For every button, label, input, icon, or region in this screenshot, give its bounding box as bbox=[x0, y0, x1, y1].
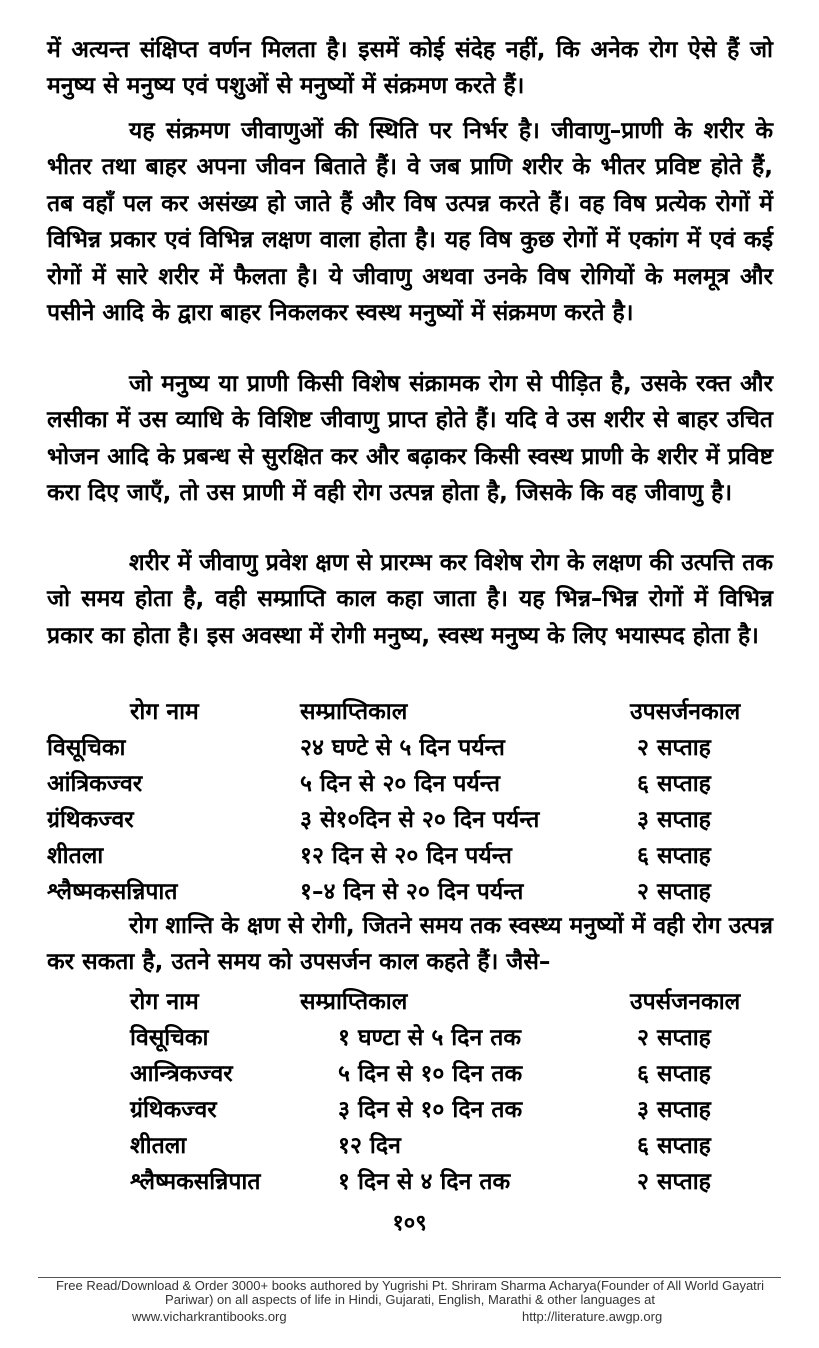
infectious-period: ६ सप्ताह bbox=[637, 771, 711, 797]
table-row bbox=[0, 730, 819, 766]
infectious-period: ३ सप्ताह bbox=[637, 1097, 711, 1123]
column-header: रोग नाम bbox=[130, 699, 199, 725]
infectious-period: २ सप्ताह bbox=[637, 1025, 711, 1051]
table-row bbox=[0, 1020, 819, 1056]
disease-name: शीतला bbox=[47, 843, 104, 869]
disease-name: श्लैष्मकसन्निपात bbox=[47, 879, 178, 905]
footer-text: Free Read/Download & Order 3000+ books authored by Yugrishi Pt. Shriram Sharma Acharya(Founder of All World Gayatri Pariwar) on all aspects of life in Hindi, Gujarati, English, Marathi & other languages at bbox=[55, 1278, 765, 1307]
incubation-period: १–४ दिन से २० दिन पर्यन्त bbox=[300, 879, 524, 905]
disease-name: ग्रंथिकज्वर bbox=[130, 1097, 217, 1123]
incubation-period: ३ से१०दिन से २० दिन पर्यन्त bbox=[300, 807, 540, 833]
table-row bbox=[0, 874, 819, 910]
disease-name: विसूचिका bbox=[47, 735, 126, 761]
page-number: १०९ bbox=[392, 1211, 427, 1236]
incubation-period: १ घण्टा से ५ दिन तक bbox=[338, 1025, 522, 1051]
infectious-period: ६ सप्ताह bbox=[637, 1133, 711, 1159]
column-header: सम्प्राप्तिकाल bbox=[300, 699, 408, 725]
paragraph-5: रोग शान्ति के क्षण से रोगी, जितने समय तक स्वस्थ्य मनुष्यों में वही रोग उत्पन्न कर सकता है, उतने समय को उपसर्जन काल कहते हैं। जैसे– bbox=[47, 913, 773, 976]
table-row bbox=[0, 838, 819, 874]
disease-name: आंत्रिकज्वर bbox=[47, 771, 143, 797]
incubation-period: २४ घण्टे से ५ दिन पर्यन्त bbox=[300, 735, 505, 761]
disease-name: विसूचिका bbox=[130, 1025, 209, 1051]
paragraph-3: जो मनुष्य या प्राणी किसी विशेष संक्रामक रोग से पीड़ित है, उसके रक्त और लसीका में उस व्याधि के विशिष्ट जीवाणु प्राप्त होते हैं। यदि वे उस शरीर से बाहर उचित भोजन आदि के प्रबन्ध से सुरक्षित कर और बढ़ाकर किसी स्वस्थ प्राणी के शरीर में प्रविष्ट करा दिए जाएँ, तो उस प्राणी में वही रोग उत्पन्न होता है, जिसके कि वह जीवाणु है। bbox=[47, 371, 773, 507]
disease-name: आन्त्रिकज्वर bbox=[130, 1061, 233, 1087]
paragraph-1: में अत्यन्त संक्षिप्त वर्णन मिलता है। इसमें कोई संदेह नहीं, कि अनेक रोग ऐसे हैं जो मनुष्य से मनुष्य एवं पशुओं से मनुष्यों में संक्रमण करते हैं। bbox=[47, 37, 773, 100]
infectious-period: २ सप्ताह bbox=[637, 1169, 711, 1195]
table-row bbox=[0, 1092, 819, 1128]
table-row bbox=[0, 766, 819, 802]
table-row bbox=[0, 1056, 819, 1092]
paragraph-4: शरीर में जीवाणु प्रवेश क्षण से प्रारम्भ कर विशेष रोग के लक्षण की उत्पत्ति तक जो समय होता है, वही सम्प्राप्ति काल कहा जाता है। यह भिन्न–भिन्न रोगों में विभिन्न प्रकार का होता है। इस अवस्था में रोगी मनुष्य, स्वस्थ मनुष्य के लिए भयास्पद होता है। bbox=[47, 550, 773, 649]
disease-name: शीतला bbox=[130, 1133, 187, 1159]
footer-link-vicharkranti[interactable]: www.vicharkrantibooks.org bbox=[132, 1309, 287, 1324]
infectious-period: ६ सप्ताह bbox=[637, 1061, 711, 1087]
incubation-period: १२ दिन bbox=[338, 1133, 401, 1159]
disease-name: ग्रंथिकज्वर bbox=[47, 807, 134, 833]
infectious-period: २ सप्ताह bbox=[637, 735, 711, 761]
footer-link-awgp[interactable]: http://literature.awgp.org bbox=[522, 1309, 663, 1324]
incubation-period: ५ दिन से १० दिन तक bbox=[338, 1061, 523, 1087]
table-header-row bbox=[0, 984, 819, 1020]
incubation-period: ५ दिन से २० दिन पर्यन्त bbox=[300, 771, 500, 797]
column-header: सम्प्राप्तिकाल bbox=[300, 989, 408, 1015]
infectious-period: ६ सप्ताह bbox=[637, 843, 711, 869]
table-header-row bbox=[0, 694, 819, 730]
table-row bbox=[0, 1128, 819, 1164]
table-row bbox=[0, 802, 819, 838]
table-row bbox=[0, 1164, 819, 1200]
infectious-period: ३ सप्ताह bbox=[637, 807, 711, 833]
incubation-period: ३ दिन से १० दिन तक bbox=[338, 1097, 523, 1123]
column-header: उपसर्जनकाल bbox=[630, 699, 741, 725]
column-header: रोग नाम bbox=[130, 989, 199, 1015]
column-header: उपर्सजनकाल bbox=[630, 989, 741, 1015]
incubation-period: १ दिन से ४ दिन तक bbox=[338, 1169, 511, 1195]
incubation-period: १२ दिन से २० दिन पर्यन्त bbox=[300, 843, 512, 869]
infectious-period: २ सप्ताह bbox=[637, 879, 711, 905]
disease-name: श्लैष्मकसन्निपात bbox=[130, 1169, 261, 1195]
paragraph-2: यह संक्रमण जीवाणुओं की स्थिति पर निर्भर है। जीवाणु–प्राणी के शरीर के भीतर तथा बाहर अपना जीवन बिताते हैं। वे जब प्राणि शरीर के भीतर प्रविष्ट होते हैं, तब वहाँ पल कर असंख्य हो जाते हैं और विष उत्पन्न करते हैं। वह विष प्रत्येक रोगों में विभिन्न प्रकार एवं विभिन्न लक्षण वाला होता है। यह विष कुछ रोगों में एकांग में एवं कई रोगों में सारे शरीर में फैलता है। ये जीवाणु अथवा उनके विष रोगियों के मलमूत्र और पसीने आदि के द्वारा बाहर निकलकर स्वस्थ मनुष्यों में संक्रमण करते है। bbox=[47, 118, 773, 327]
